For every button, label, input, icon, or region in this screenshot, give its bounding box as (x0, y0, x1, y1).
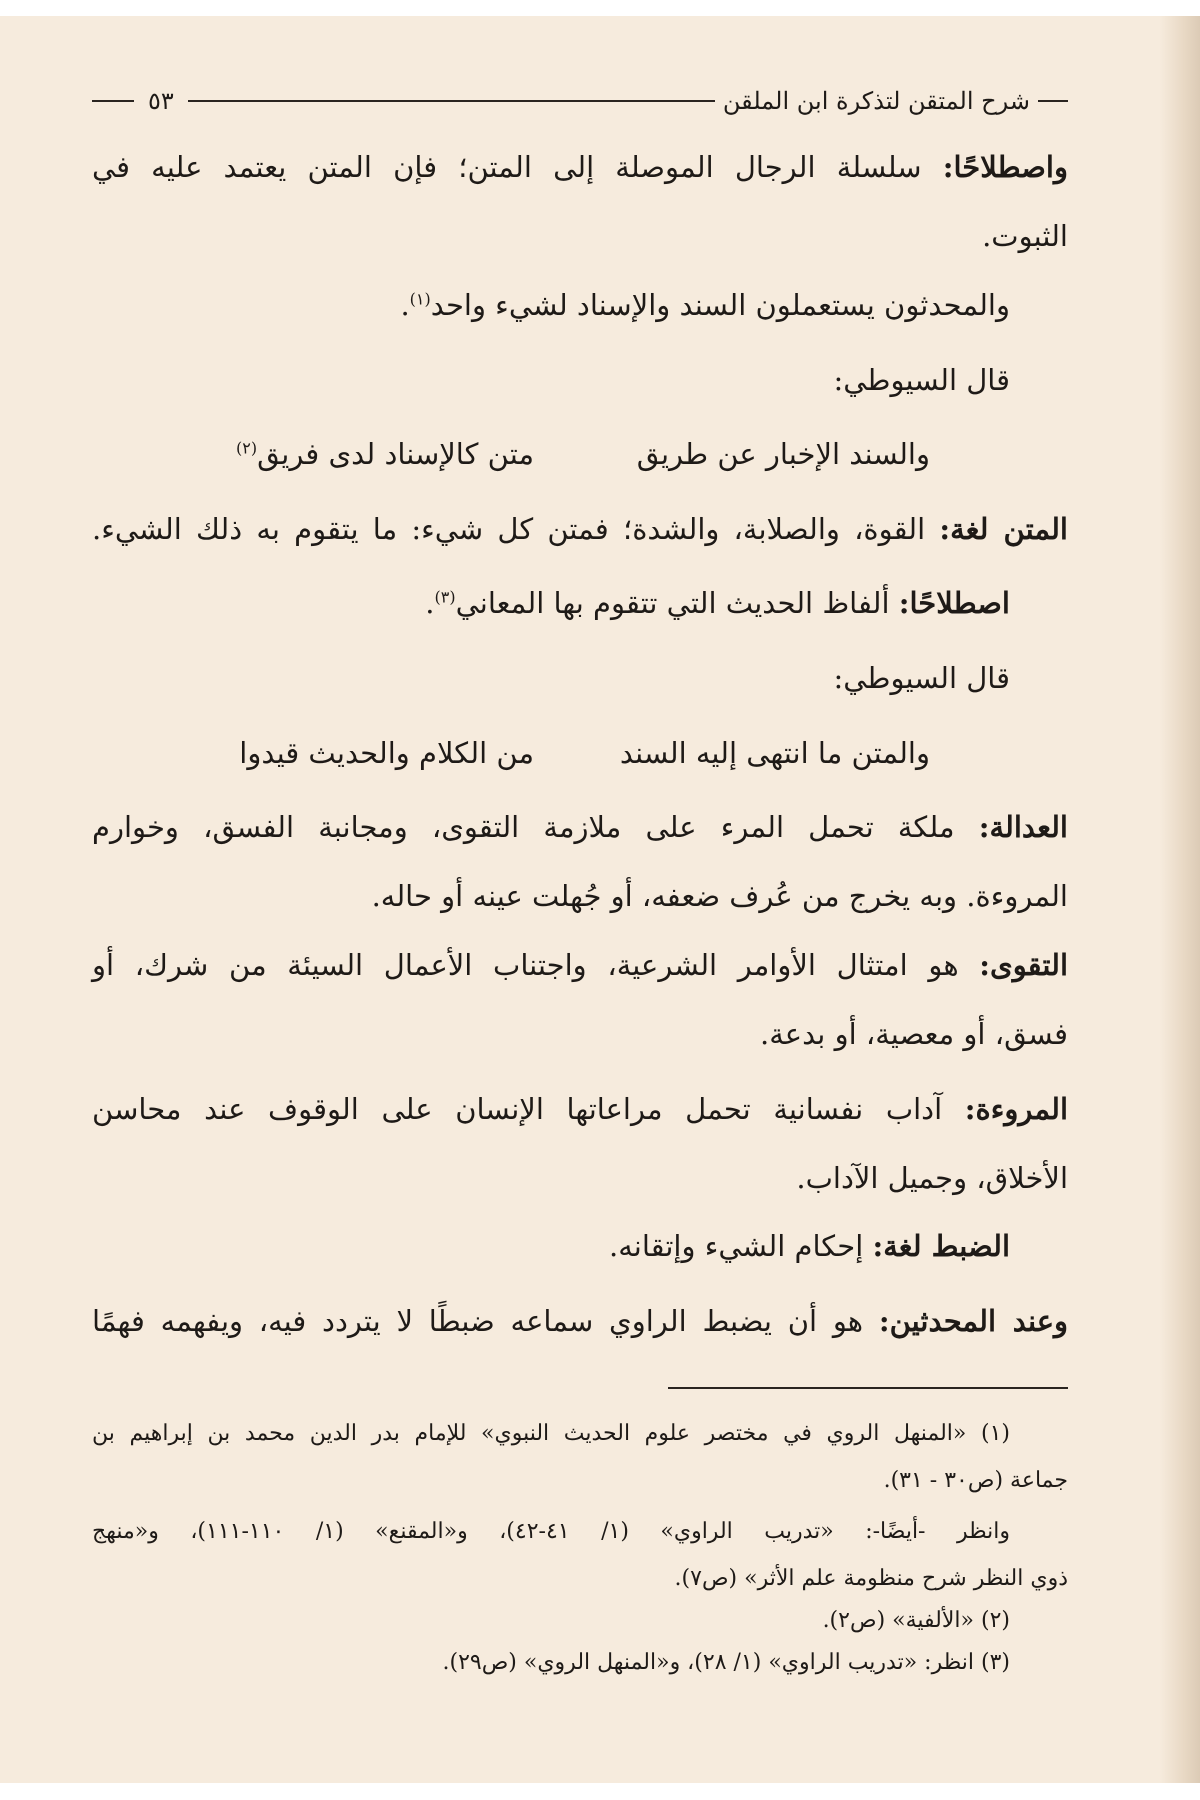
verse-second-hemistich (239, 736, 534, 770)
verse-text: والمتن ما انتهى إليه السند (619, 736, 930, 770)
footnote-line: وانظر -أيضًا-: «تدريب الراوي» (١/ ٤١-٤٢)، و«المقنع» (١/ ١١٠-١١١)، و«منهج (92, 1519, 1011, 1544)
body-line (92, 150, 1068, 184)
term: المتن لغة: (939, 512, 1068, 546)
running-header (92, 84, 1068, 118)
body-line (92, 948, 1068, 982)
verse-text: من الكلام والحديث قيدوا (239, 736, 534, 770)
header-title: شرح المتقن لتذكرة ابن الملقن (722, 87, 1030, 115)
footnote-line: (١) «المنهل الروي في مختصر علوم الحديث النبوي» للإمام بدر الدين محمد بن إبراهيم بن (92, 1421, 1010, 1446)
body-line (92, 512, 1068, 546)
line-text: ملكة تحمل المرء على ملازمة التقوى، ومجانبة الفسق، وخوارم (92, 810, 979, 844)
header-rule (188, 100, 715, 102)
line-text: قال السيوطي: (833, 363, 1010, 397)
term: العدالة: (978, 810, 1068, 844)
body-line (400, 288, 1010, 322)
footnote-line: (٣) انظر: «تدريب الراوي» (١/ ٢٨)، و«المنهل الروي» (ص٢٩). (442, 1650, 1010, 1675)
book-page (0, 16, 1200, 1783)
header-rule (92, 100, 134, 102)
line-text: آداب نفسانية تحمل مراعاتها الإنسان على الوقوف عند محاسن (92, 1092, 965, 1126)
body-line (796, 1161, 1068, 1195)
body-line (833, 661, 1010, 695)
line-text: فسق، أو معصية، أو بدعة. (760, 1017, 1068, 1051)
line-text: ألفاظ الحديث التي تتقوم بها المعاني (455, 586, 899, 620)
term: المروءة: (964, 1092, 1068, 1126)
line-text: سلسلة الرجال الموصلة إلى المتن؛ فإن المتن يعتمد عليه في (92, 150, 943, 184)
footnote-separator (668, 1387, 1068, 1389)
footnote-line: ذوي النظر شرح منظومة علم الأثر» (ص٧). (674, 1566, 1068, 1591)
footnote-ref[interactable]: (٢) (236, 438, 258, 458)
page-number: ٥٣ (148, 87, 174, 115)
body-line (92, 1092, 1068, 1126)
term: الضبط لغة: (872, 1229, 1010, 1263)
footnote-ref[interactable]: (٣) (434, 587, 456, 607)
page-spine-shadow (1160, 16, 1200, 1783)
line-text: إحكام الشيء وإتقانه. (609, 1229, 873, 1263)
line-text: القوة، والصلابة، والشدة؛ فمتن كل شيء: ما يتقوم به ذلك الشيء. (92, 512, 940, 546)
verse-text: والسند الإخبار عن طريق (636, 437, 930, 471)
term: وعند المحدثين: (878, 1304, 1068, 1338)
footnote-line: (٢) «الألفية» (ص٢). (822, 1608, 1010, 1633)
verse-text: متن كالإسناد لدى فريق (257, 437, 534, 471)
body-line (982, 219, 1068, 253)
term: التقوى: (979, 948, 1068, 982)
verse-first-hemistich (620, 736, 930, 770)
line-text: هو امتثال الأوامر الشرعية، واجتناب الأعمال السيئة من شرك، أو (92, 948, 980, 982)
term: واصطلاحًا: (942, 150, 1068, 184)
line-text: هو أن يضبط الراوي سماعه ضبطًا لا يتردد فيه، ويفهمه فهمًا (92, 1304, 879, 1338)
body-line (92, 1304, 1068, 1338)
verse-second-hemistich (236, 437, 534, 471)
line-text: والمحدثون يستعملون السند والإسناد لشيء واحد (430, 288, 1010, 322)
term: اصطلاحًا: (898, 586, 1010, 620)
header-rule (1038, 100, 1068, 102)
body-line (92, 810, 1068, 844)
line-end: . (400, 288, 410, 322)
verse-first-hemistich (637, 437, 930, 471)
line-text: قال السيوطي: (833, 661, 1010, 695)
body-line (372, 879, 1068, 913)
line-text: المروءة. وبه يخرج من عُرف ضعفه، أو جُهلت عينه أو حاله. (371, 879, 1068, 913)
body-line (609, 1229, 1010, 1263)
line-end: . (425, 586, 435, 620)
footnote-ref[interactable]: (١) (409, 289, 431, 309)
body-line (760, 1017, 1068, 1051)
body-line (833, 363, 1010, 397)
footnote-line: جماعة (ص٣٠ - ٣١). (883, 1468, 1068, 1493)
line-text: الأخلاق، وجميل الآداب. (796, 1161, 1068, 1195)
line-text: الثبوت. (982, 219, 1068, 253)
body-line (425, 586, 1010, 620)
